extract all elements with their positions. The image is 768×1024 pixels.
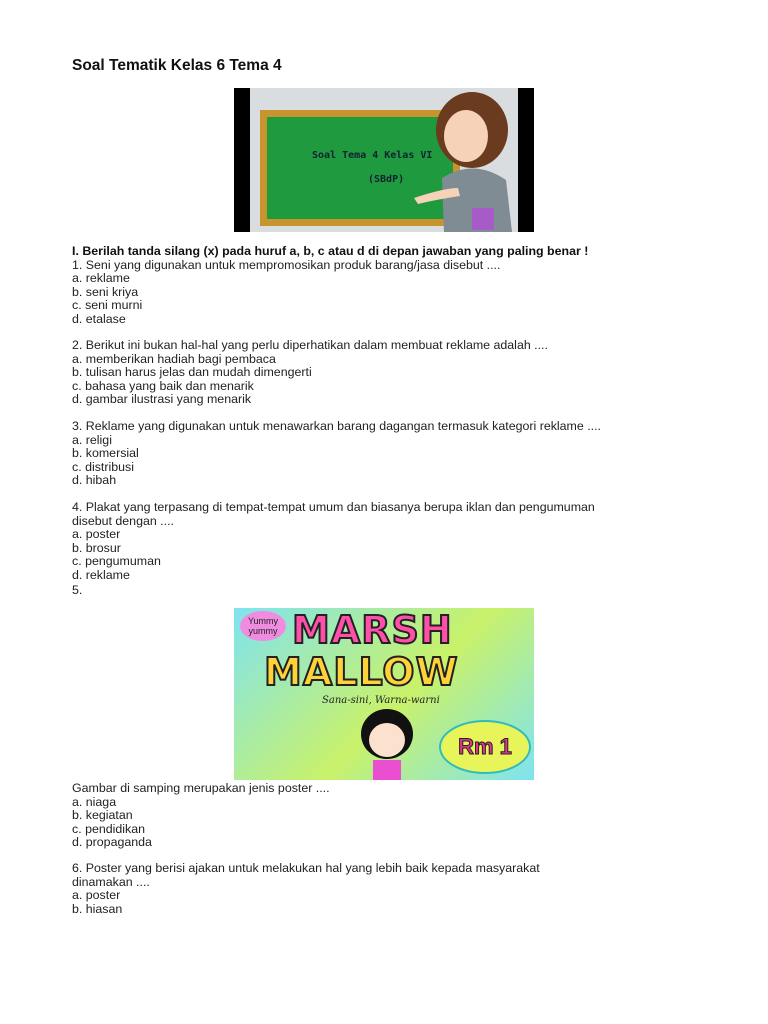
option: d. reklame [72,567,130,582]
option: b. hiasan [72,901,123,916]
option: b. kegiatan [72,808,133,822]
option: a. niaga [72,794,117,809]
poster-tagline: Sana-sini, Warna-warni [322,695,440,706]
black-border [518,88,534,232]
option: d. gambar ilustrasi yang menarik [72,392,252,406]
question-2: 2. Berikut ini bukan hal-hal yang perlu diperhatikan dalam membuat reklame adalah .... [72,338,548,352]
question-5-number: 5. [72,583,83,597]
option: c. pengumuman [72,554,161,568]
document-title: Soal Tematik Kelas 6 Tema 4 [72,57,282,74]
option: a. poster [72,527,121,541]
option: d. propaganda [72,835,152,849]
question-4: 4. Plakat yang terpasang di tempat-tempat umum dan biasanya berupa iklan dan pengumuman [72,500,595,514]
girl-illustration [359,708,415,780]
question-5: Gambar di samping merupakan jenis poster .... [72,781,330,795]
option: b. komersial [72,446,139,460]
yummy-badge: Yummy yummy [240,611,286,641]
black-border [234,88,250,232]
option: a. poster [72,888,121,902]
banner-line-1: Soal Tema 4 Kelas VI [312,150,433,161]
option: d. hibah [72,473,117,487]
option: a. religi [72,432,112,447]
question-1: 1. Seni yang digunakan untuk mempromosikan produk barang/jasa disebut .... [72,257,501,272]
option: b. brosur [72,540,121,555]
option: a. memberikan hadiah bagi pembaca [72,351,276,366]
poster-line-2: MALLOW [264,650,459,694]
question-6-cont: dinamakan .... [72,874,150,889]
option: b. tulisan harus jelas dan mudah dimengerti [72,365,312,379]
poster-line-1: MARSH [292,608,453,652]
instruction: I. Berilah tanda silang (x) pada huruf a, b, c atau d di depan jawaban yang paling benar ! [72,244,589,258]
option: c. bahasa yang baik dan menarik [72,378,254,393]
option: d. etalase [72,311,126,326]
marshmallow-poster-image [234,608,534,780]
option: c. pendidikan [72,821,146,836]
option: c. distribusi [72,459,134,474]
question-3: 3. Reklame yang digunakan untuk menawarkan barang dagangan termasuk kategori reklame .... [72,419,601,433]
option: b. seni kriya [72,284,139,299]
banner-image [234,88,534,232]
price-bubble: Rm 1 [439,720,531,774]
option: a. reklame [72,271,130,285]
banner-line-2: (SBdP) [368,174,405,185]
question-6: 6. Poster yang berisi ajakan untuk melakukan hal yang lebih baik kepada masyarakat [72,861,540,875]
option: c. seni murni [72,298,143,312]
question-4-cont: disebut dengan .... [72,513,174,528]
teacher-illustration [414,88,518,232]
